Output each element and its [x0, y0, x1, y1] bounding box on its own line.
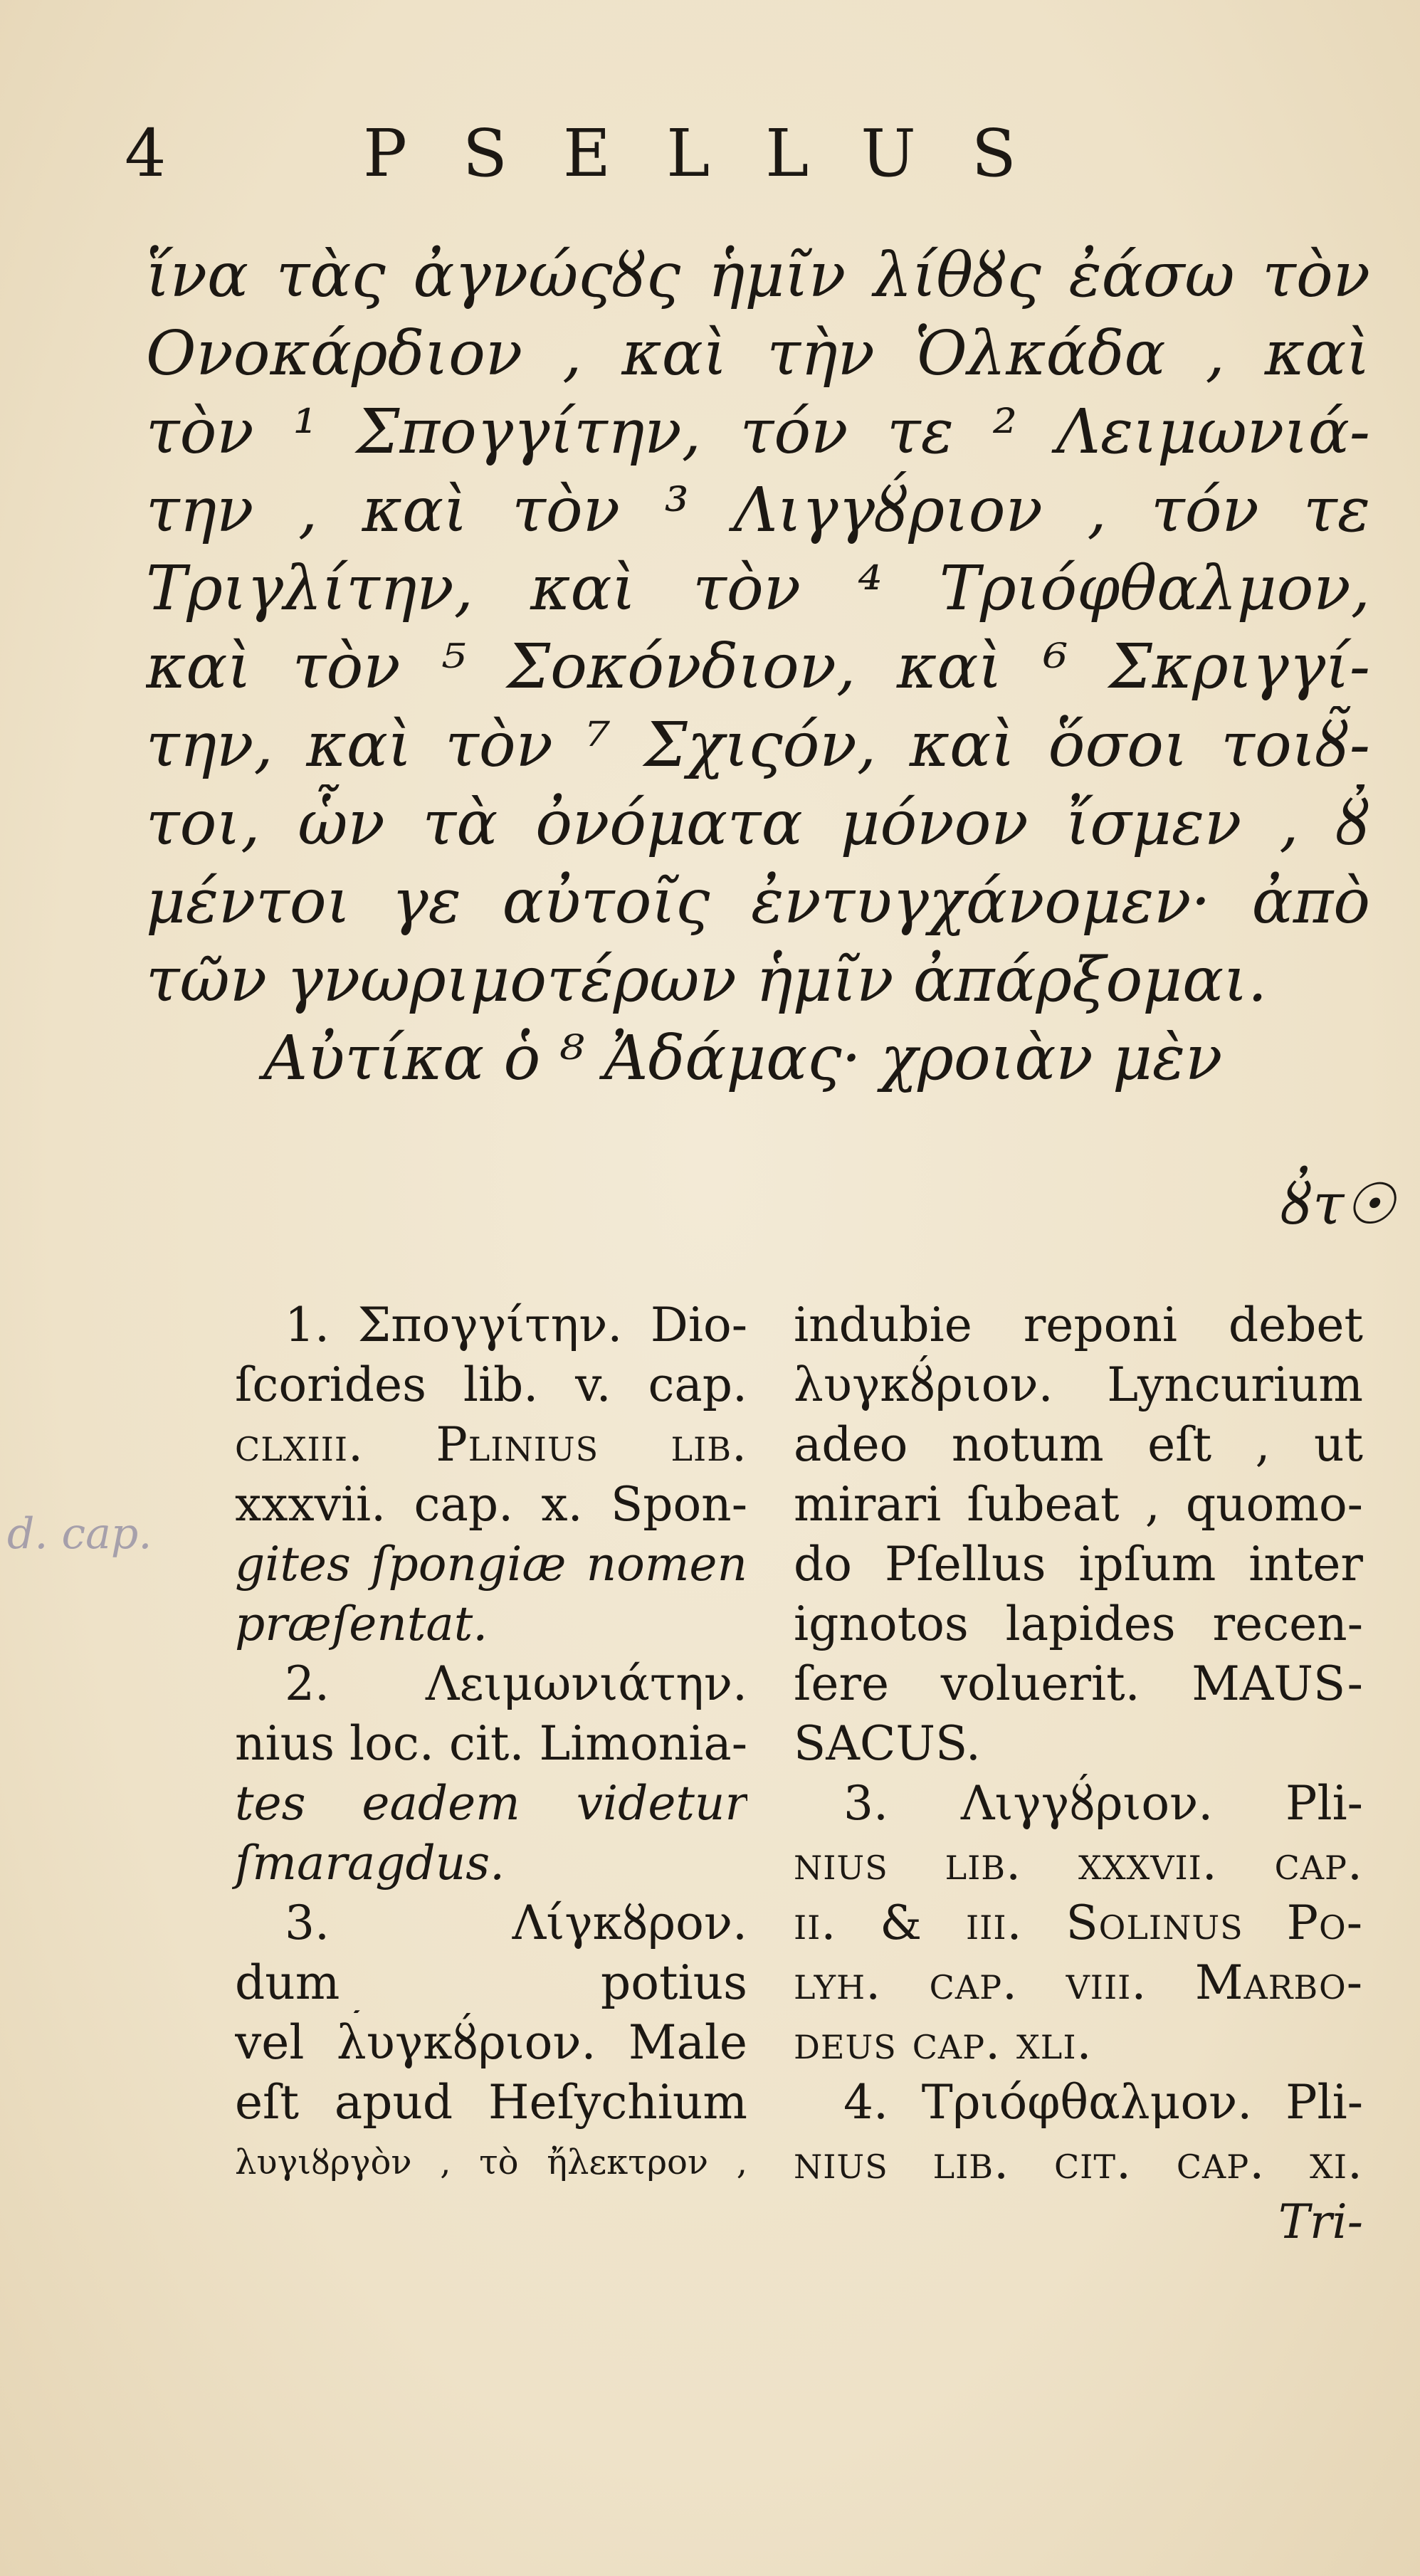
footnote-line: SACUS. — [794, 1716, 981, 1771]
main-line: τοι, ὧν τὰ ὀνόματα μόνον ἴσμεν , ȣ̓ — [146, 788, 1370, 859]
footnote-line: clxiii. Plinius lib. — [235, 1417, 747, 1472]
running-head: PSELLUS — [363, 115, 1072, 191]
footnote-line: ii. & iii. Solinus Po- — [794, 1896, 1363, 1950]
footnote-line: 3. Λιγγȣ́ριον. Pli- — [843, 1776, 1363, 1831]
footnote-line: 2. Λειμωνιάτην. — [285, 1656, 747, 1711]
footnote-line: λυγκȣ́ριον. Lyncurium — [794, 1357, 1363, 1412]
footnote-line: do Pſellus ipſum inter — [794, 1537, 1363, 1592]
footnote-line: præſentat. — [235, 1597, 488, 1651]
footnote-line: dum potius — [235, 1955, 747, 2010]
main-line: καὶ τὸν ⁵ Σοκόνδιον, καὶ ⁶ Σκριγγί- — [146, 631, 1370, 703]
footnotes-left-column — [235, 1295, 747, 2192]
footnote-line: mirari ſubeat , quomo- — [794, 1477, 1363, 1532]
catchword: ȣ̓τ☉ — [1281, 1171, 1396, 1237]
footnote-line: nius lib. cit. cap. xi. — [794, 2135, 1363, 2189]
margin-annotation: d. cap. — [7, 1509, 152, 1559]
footnote-line: ſere voluerit. MAUS- — [794, 1656, 1363, 1711]
footnote-line: 1. Σπογγίτην. Dio- — [285, 1298, 747, 1352]
main-line: μέντοι γε αὐτοῖς ἐντυγχάνομεν· ἀπὸ — [146, 866, 1370, 937]
footnote-line: λυγιȣργὸν , τὸ ἤλεκτρον , — [235, 2143, 747, 2182]
footnote-line: nius lib. xxxvii. cap. — [794, 1836, 1363, 1891]
main-line: Ονοκάρδιον , καὶ τὴν Ὁλκάδα , καὶ — [146, 318, 1370, 389]
footnote-line: indubie reponi debet — [794, 1298, 1363, 1352]
footnote-line: 4. Τριόφθαλμον. Pli- — [843, 2075, 1363, 2130]
main-line: ἵνα τὰς ἀγνώςȣς ἡμῖν λίθȣς ἐάσω τὸν — [146, 240, 1370, 311]
footnote-line: vel λυγκȣ́ριον. Male — [235, 2015, 747, 2070]
main-line: τὸν ¹ Σπογγίτην, τόν τε ² Λειμωνιά- — [146, 396, 1370, 468]
footnote-line: 3. Λίγκȣρον. — [285, 1896, 747, 1950]
main-line: την , καὶ τὸν ³ Λιγγȣ́ριον , τόν τε — [146, 475, 1370, 546]
footnote-catchword: Tri- — [1278, 2194, 1363, 2249]
footnote-line: ſcorides lib. v. cap. — [235, 1357, 747, 1412]
footnote-line: tes eadem videtur — [235, 1776, 747, 1831]
main-line: την, καὶ τὸν ⁷ Σχιςόν, καὶ ὅσοι τοιȣ̃- — [146, 710, 1370, 781]
page-number: 4 — [125, 115, 168, 191]
footnotes-right-column — [794, 1295, 1363, 2252]
footnote-line: xxxvii. cap. x. Spon- — [235, 1477, 747, 1532]
footnote-line: deus cap. xli. — [794, 2015, 1093, 2070]
footnote-line: nius loc. cit. Limonia- — [235, 1716, 747, 1771]
footnote-line: ſmaragdus. — [235, 1836, 505, 1891]
main-line: τῶν γνωριμοτέρων ἡμῖν ἀπάρξομαι. — [146, 945, 1268, 1016]
footnote-line: eſt apud Heſychium — [235, 2075, 747, 2130]
footnote-line: adeo notum eſt , ut — [794, 1417, 1363, 1472]
footnote-line: ignotos lapides recen- — [794, 1597, 1363, 1651]
main-greek-text — [146, 236, 1370, 1098]
footnote-line: gites ſpongiæ nomen — [235, 1537, 747, 1592]
main-line: Αὐτίκα ὁ ⁸ Ἀδάμας· χροιὰν μὲν — [263, 1023, 1223, 1094]
footnote-line: lyh. cap. viii. Marbo- — [794, 1955, 1363, 2010]
main-line: Τριγλίτην, καὶ τὸν ⁴ Τριόφθαλμον, — [146, 553, 1370, 624]
